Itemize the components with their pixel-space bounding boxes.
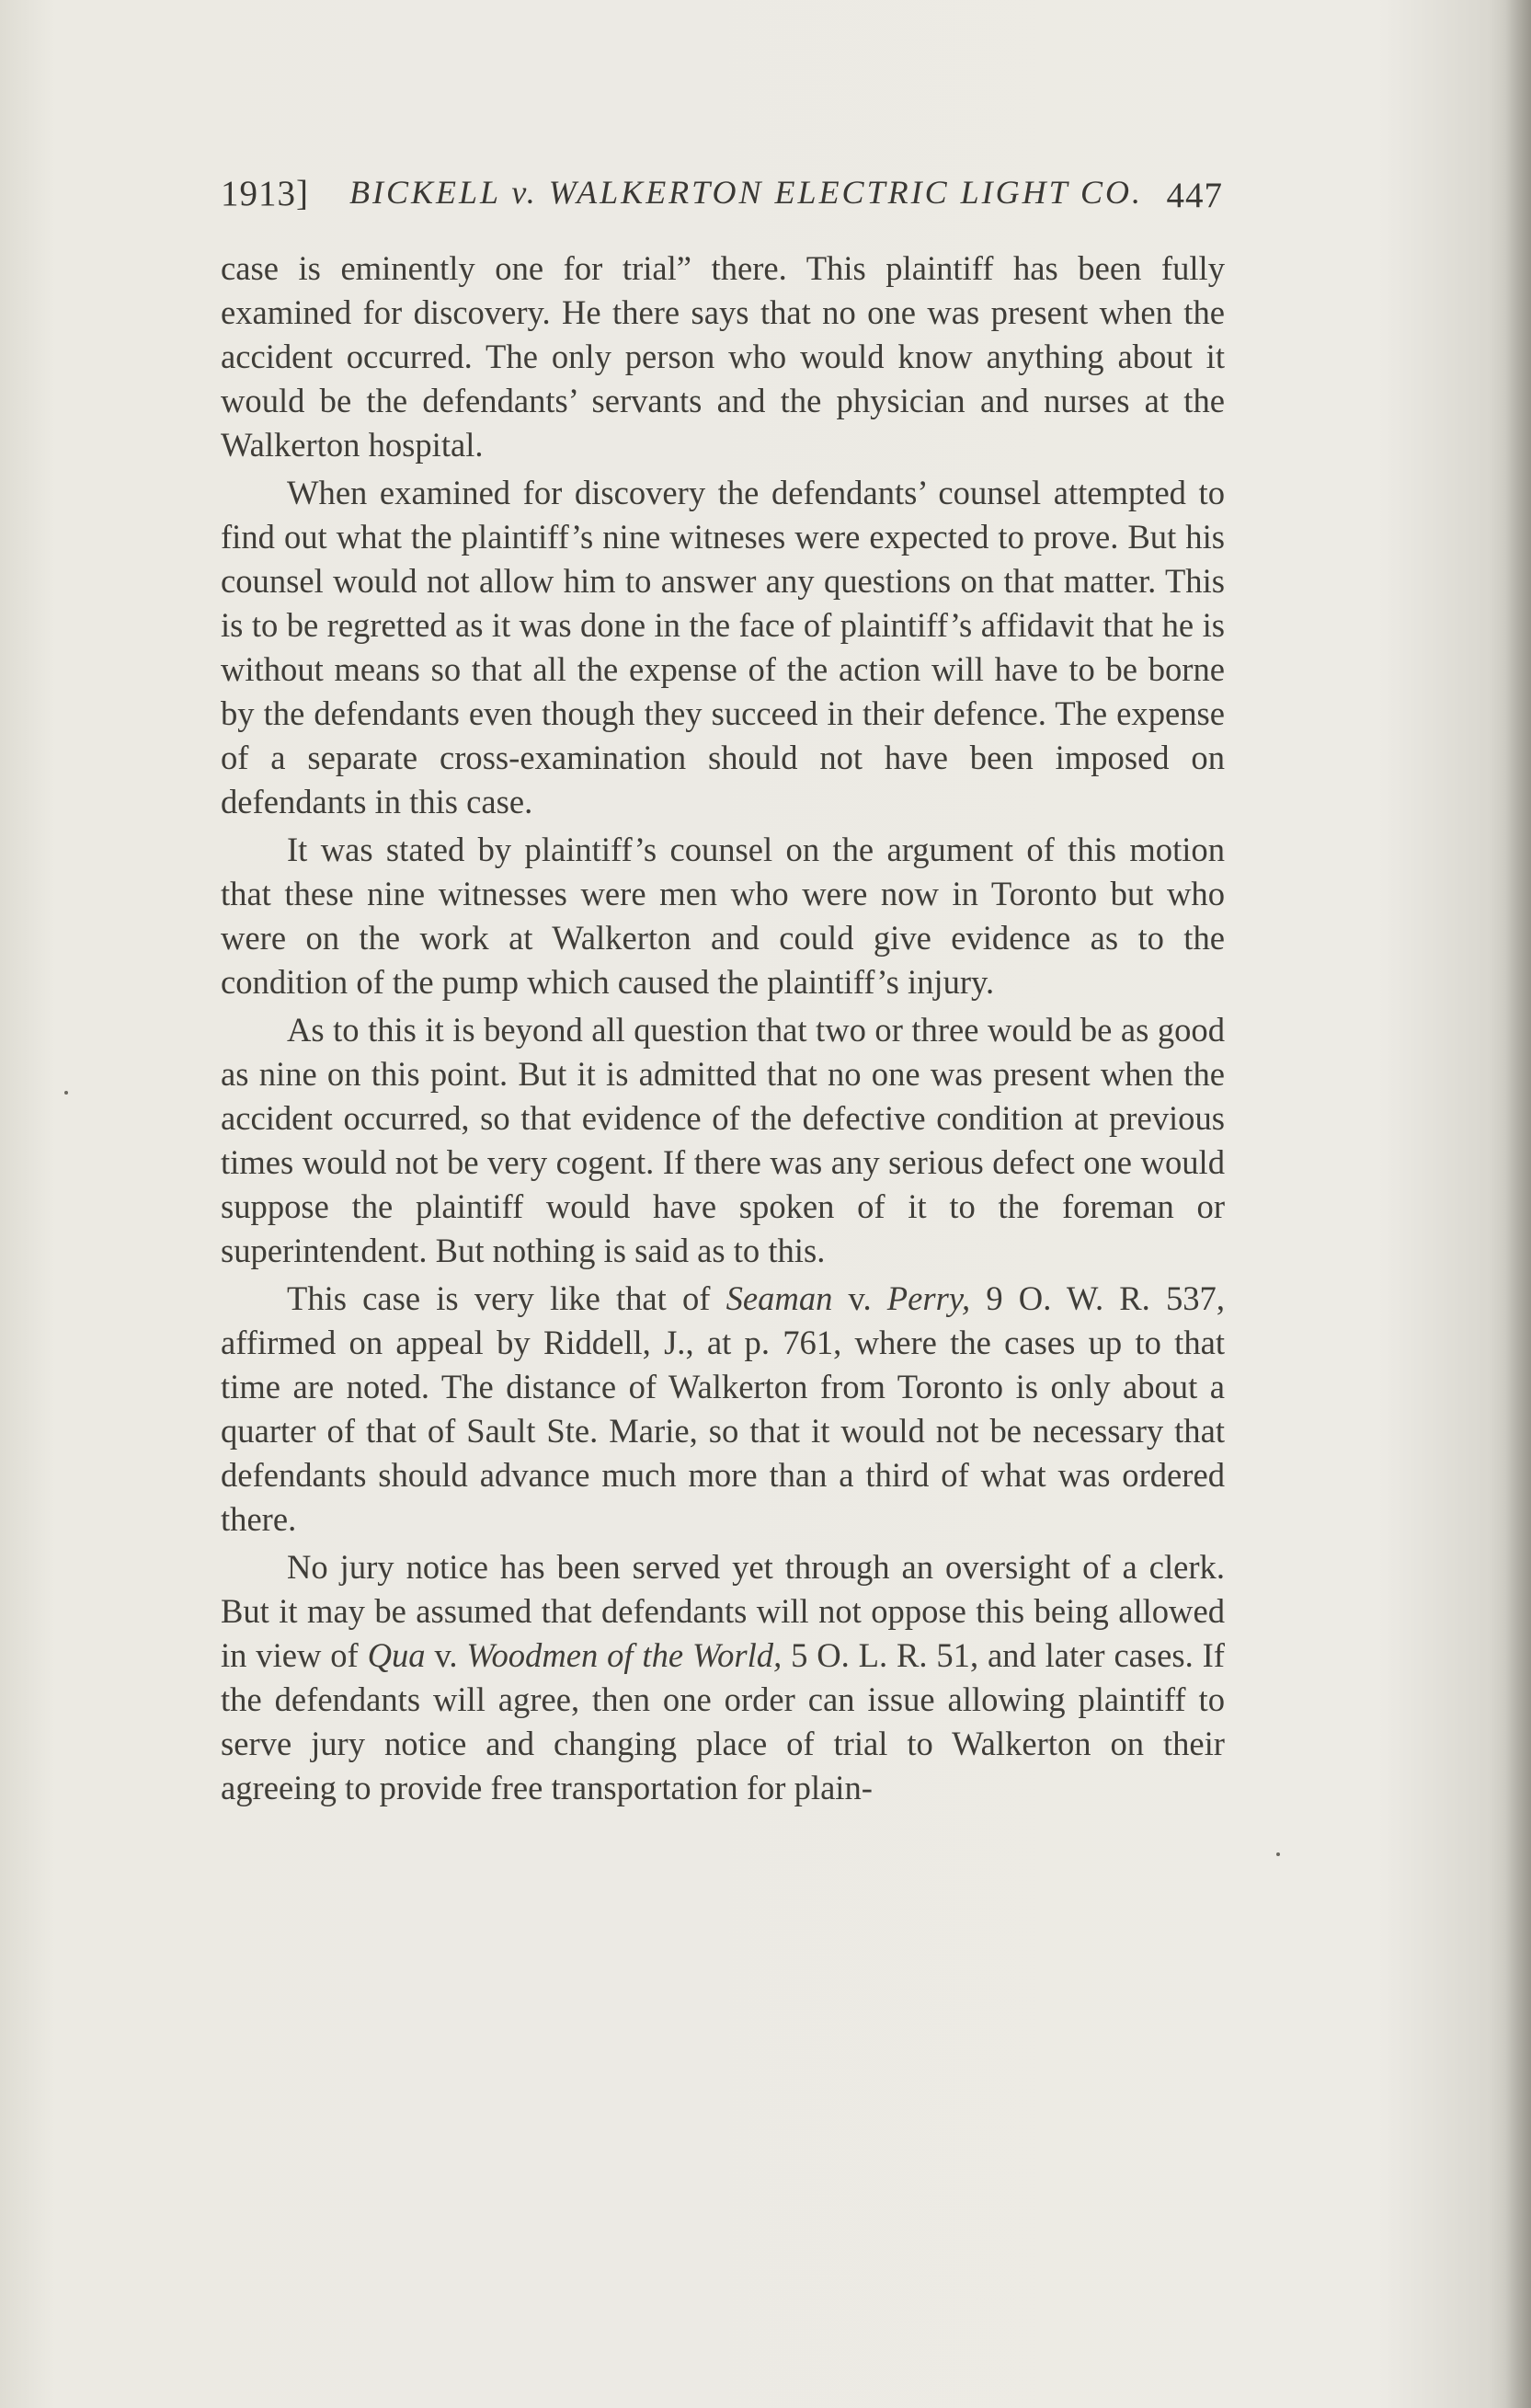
paragraph: It was stated by plaintiff’s counsel on the argument of this motion that these nine witnesses were men who were now in Toronto but who were on the work at Walkerton and could give evidence as to the condition of the pump which caused the plaintiff’s injury. [221, 831, 1225, 1001]
page-edge-shadow [1505, 0, 1531, 2408]
paragraph: When examined for discovery the defendants’ counsel attempted to find out what the plaintiff’s nine witneses were expected to prove. But his counsel would not allow him to answer any questions on that matter. This is to be regretted as it was done in the face of plaintiff’s affidavit that he is without means so that all the expense of the action will have to be borne by the defendants even though they succeed in their defence. The expense of a separate cross-examination should not have been imposed on defendants in this case. [221, 474, 1225, 820]
body-text [221, 247, 1225, 1810]
text-run: v. [425, 1636, 467, 1674]
text-run: v. [832, 1279, 887, 1317]
running-head-caption: BICKELL v. WALKERTON ELECTRIC LIGHT CO. [349, 174, 1143, 211]
text-run: No jury notice has been served yet through an oversight of a clerk. But it may be assumed that defendants will not oppose this being allowed in view of [221, 1548, 1225, 1674]
page-number: 447 [1166, 176, 1223, 215]
case-name: Perry, [886, 1279, 971, 1317]
text-run: This case is very like that of [287, 1279, 726, 1317]
case-name: Qua [367, 1636, 426, 1674]
paragraph: As to this it is beyond all question that two or three would be as good as nine on this point. But it is admitted that no one was present when the accident occurred, so that evidence of the defective condition at previous times would not be very cogent. If there was any serious defect one would suppose the plaintiff would have spoken of it to the foreman or superintendent. But nothing is said as to this. [221, 1011, 1225, 1269]
paragraph: case is eminently one for trial” there. This plaintiff has been fully examined for discovery. He there says that no one was present when the accident occurred. The only person who would know anything about it would be the defendants’ servants and the physician and nurses at the Walkerton hospital. [221, 249, 1225, 464]
paragraph [221, 1277, 1225, 1542]
case-name: Woodmen of the World, [466, 1636, 783, 1674]
margin-speck [64, 1091, 68, 1095]
running-head-year: 1913] [221, 174, 309, 213]
paragraph [221, 1545, 1225, 1810]
text-run: 5 O. L. R. 51, and later cases. If the defendants will agree, then one order can issue allowing plaintiff to serve jury notice and changing place of trial to Walkerton on their agreeing to provide free transportation for plain- [221, 1636, 1225, 1806]
text-run: 9 O. W. R. 537, affirmed on appeal by Riddell, J., at p. 761, where the cases up to that time are noted. The distance of Walkerton from Toronto is only about a quarter of that of Sault Ste. Marie, so that it would not be necessary that defendants should advance much more than a third of what was ordered there. [221, 1279, 1225, 1538]
margin-speck [1276, 1852, 1280, 1856]
case-name: Seaman [726, 1279, 833, 1317]
